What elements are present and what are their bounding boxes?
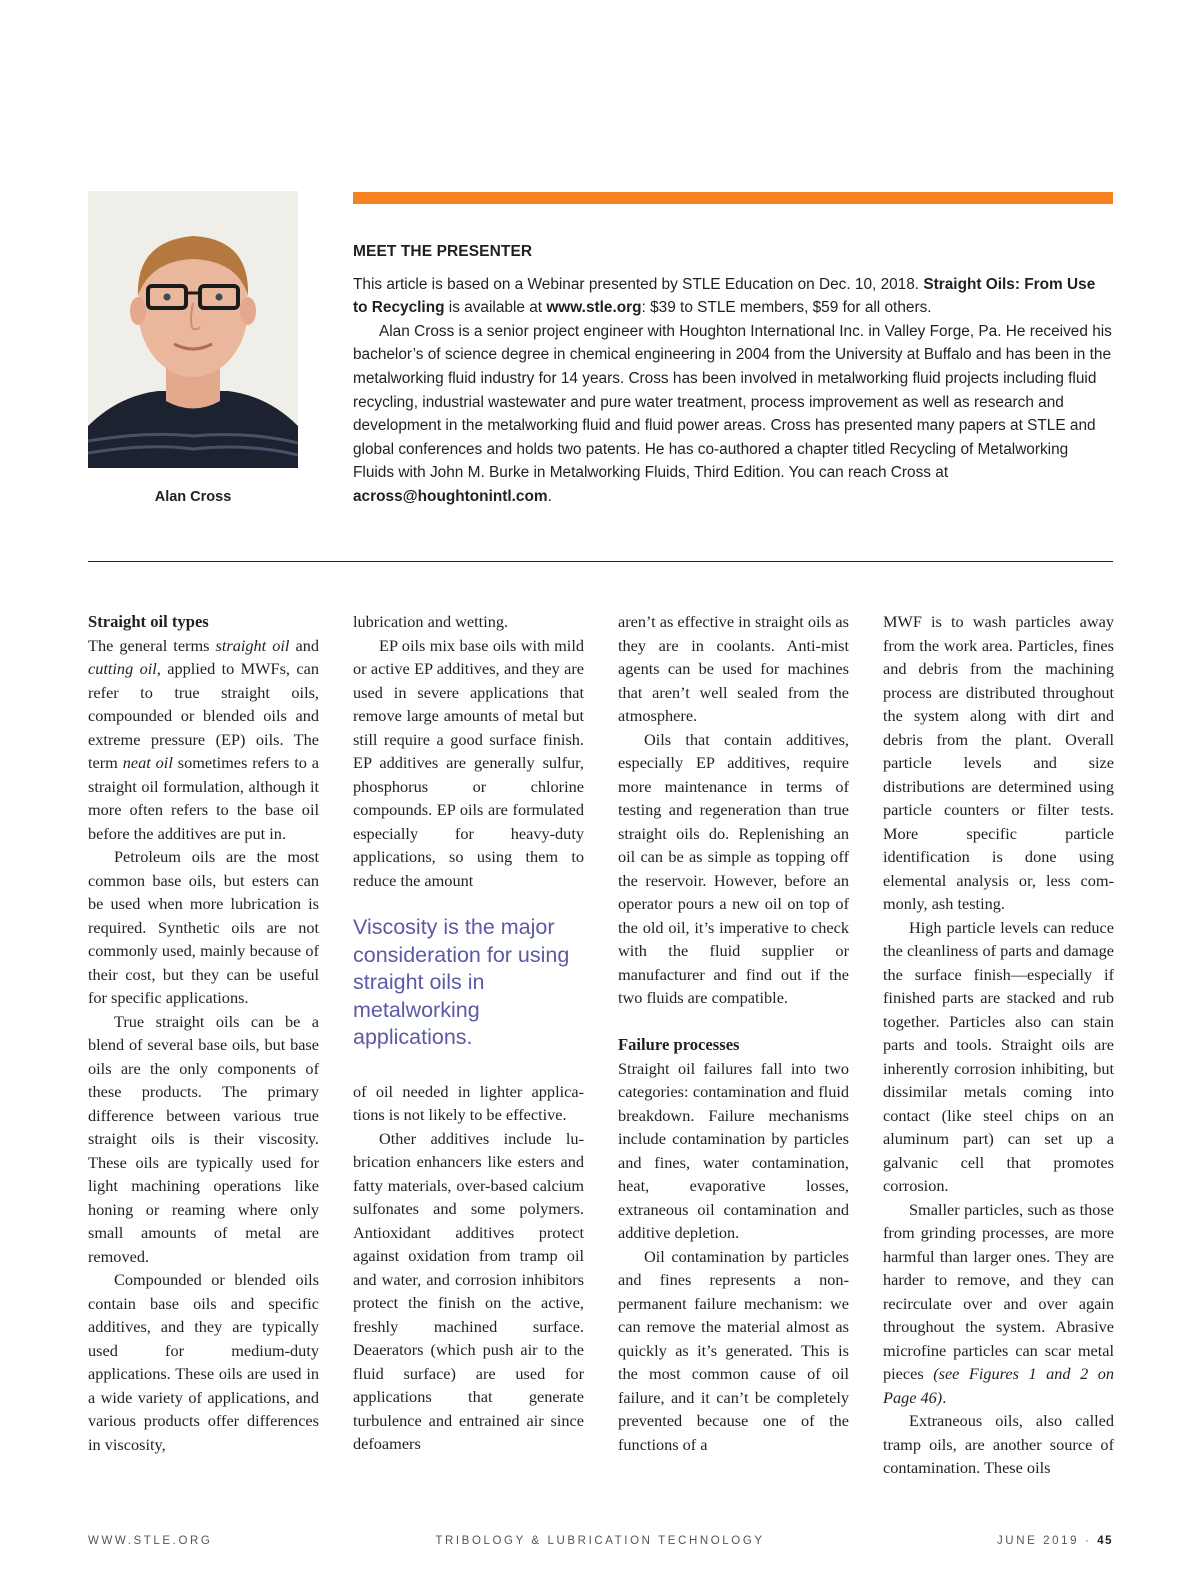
paragraph: High particle levels can reduce the cleanliness of parts and damage the surface finish—especially if finished parts are stacked and rub together. Particles also can stain parts and tools. Straight oils are inherently corrosion inhibiting, but dissimilar metals coming into contact (like steel chips on an aluminum part) can set up a galvanic cell that promotes corrosion. — [883, 917, 1115, 1195]
section-divider — [88, 561, 1113, 562]
stle-website: www.stle.org — [546, 299, 642, 317]
article-column-4 — [883, 610, 1114, 1480]
paragraph: aren’t as effective in straight oils as they are in coolants. Anti-mist agents can be used for machines that aren’t well sealed from the atmosphere. — [618, 612, 849, 725]
paragraph: The general terms straight oil and cutting oil, applied to MWFs, can refer to true straight oils, compounded or blended oils and extreme pressure (EP) oils. The term neat oil sometimes refers to a straight oil formulation, although it more often refers to the base oil before the additives are put in. — [88, 635, 319, 843]
paragraph: Other additives include lubrication enhancers like esters and fatty materials, over-based calcium sulfonates and some polymers. Antioxidant additives protect against oxidation from tramp oil and water, and corrosion inhibitors protect the finish on the active, freshly machined surface. Deaerators (which push air to the fluid surface) are used for applications that generate turbulence and entrained air since defoamers — [353, 1128, 584, 1453]
footer-website: WWW.STLE.ORG — [88, 1535, 213, 1547]
footer-separator: · — [1084, 1535, 1092, 1547]
footer-date: JUNE 2019 — [996, 1535, 1080, 1547]
accent-bar — [353, 192, 1113, 204]
paragraph: EP oils mix base oils with mild or active EP additives, and they are used in severe applications that remove large amounts of metal but still require a good surface finish. EP additives are generally sulfur, phosphorus or chlorine compounds. EP oils are formulated especially for heavy-duty applications, so using them to reduce the amount — [353, 635, 584, 890]
paragraph: Oil contamination by particles and fines represents a non-permanent failure mechanism: we can remove the material almost as quickly as it’s generated. This is the most common cause of oil failure, and it can’t be completely prevented because one of the functions of a — [618, 1246, 849, 1454]
paragraph: Extraneous oils, also called tramp oils, are another source of contamination. These oils — [883, 1411, 1114, 1477]
footer-issue — [997, 1535, 1113, 1547]
presenter-email: across@houghtonintl.com — [353, 487, 548, 505]
presenter-heading: MEET THE PRESENTER — [353, 243, 533, 260]
presenter-intro: This article is based on a Webinar presented by STLE Education on Dec. 10, 2018. Straight Oils: From Use to Recycling is available at www.stle.org: $39 to STLE members, $59 for all others. — [353, 275, 1096, 317]
paragraph: Petroleum oils are the most common base oils, but esters can be used when more lubrication is required. Synthetic oils are not commonly used, mainly because of their cost, but they can be useful for specific applications. — [88, 847, 319, 1007]
article-column-2 — [353, 610, 584, 1456]
article-column-3 — [618, 610, 849, 1456]
paragraph: lubrication and wetting. — [353, 612, 509, 631]
page-number: 45 — [1097, 1535, 1113, 1547]
section-heading-straight-oil-types: Straight oil types — [88, 612, 209, 631]
presenter-photo — [88, 191, 298, 468]
paragraph: Compounded or blended oils contain base oils and specific additives, and they are typically used for medium-duty applications. These oils are used in a wide variety of applications, and various products offer differences in viscosity, — [88, 1270, 319, 1454]
figure-reference: (see Figures 1 and 2 on Page 46) — [883, 1364, 1115, 1407]
presenter-bio — [353, 240, 1113, 509]
footer-publication: TRIBOLOGY & LUBRICATION TECHNOLOGY — [435, 1535, 765, 1547]
paragraph: MWF is to wash particles away from the work area. Particles, fines and debris from the machining process are distributed throughout the system along with dirt and debris from the plant. Overall particle levels and size distributions are determined using particle counters or filter tests. More specific particle identification is done using elemental analysis or, less commonly, ash testing. — [883, 612, 1114, 913]
pull-quote: Viscosity is the major consideration for using straight oils in metalworking applications. — [353, 915, 570, 1049]
paragraph: Straight oil failures fall into two categories: contamination and fluid breakdown. Failure mechanisms include contamination by particles and fines, water contamination, heat, evaporative losses, extraneous oil contamination and additive depletion. — [618, 1058, 849, 1242]
photo-caption: Alan Cross — [154, 489, 232, 505]
paragraph: Smaller particles, such as those from grinding processes, are more harmful than larger ones. They are harder to remove, and they can recirculate over and over again throughout the system. Abrasive microfine particles can scar metal pieces (see Figures 1 and 2 on Page 46). — [883, 1199, 1115, 1407]
article-column-1 — [88, 610, 319, 1456]
presenter-bio-text: Alan Cross is a senior project engineer with Houghton International Inc. in Valley Forge, Pa. He received his bachelor’s of science degree in chemical engineering in 2004 from the University at Buffalo and has been in the metalworking fluid industry for 14 years. Cross has been involved in metalworking fluid projects including fluid recycling, industrial wastewater and pure water treatment, process improvement as well as research and development in the metalworking fluid and fluid power areas. Cross has presented many papers at STLE and global conferences and holds two patents. He has co-authored a chapter titled Recycling of Metalworking Fluids with John M. Burke in Metalworking Fluids, Third Edition. You can reach Cross at across@houghtonintl.com. — [353, 322, 1112, 505]
paragraph: of oil needed in lighter applications is not likely to be effective. — [353, 1081, 584, 1124]
paragraph: Oils that contain additives, especially EP additives, require more maintenance in terms of testing and regeneration than true straight oils do. Replenishing an oil can be as simple as topping off the reservoir. However, before an operator pours a new oil on top of the old oil, it’s imperative to check with the fluid supplier or manufacturer and find out if the two fluids are compatible. — [618, 729, 849, 1007]
paragraph: True straight oils can be a blend of several base oils, but base oils are the only components of these products. The primary difference between various true straight oils is their viscosity. These oils are typically used for light machining operations like honing or reaming where only small amounts of metal are removed. — [88, 1011, 319, 1266]
section-heading-failure-processes: Failure processes — [618, 1035, 740, 1054]
webinar-title: Straight Oils: From Use to Recycling — [353, 275, 1096, 317]
